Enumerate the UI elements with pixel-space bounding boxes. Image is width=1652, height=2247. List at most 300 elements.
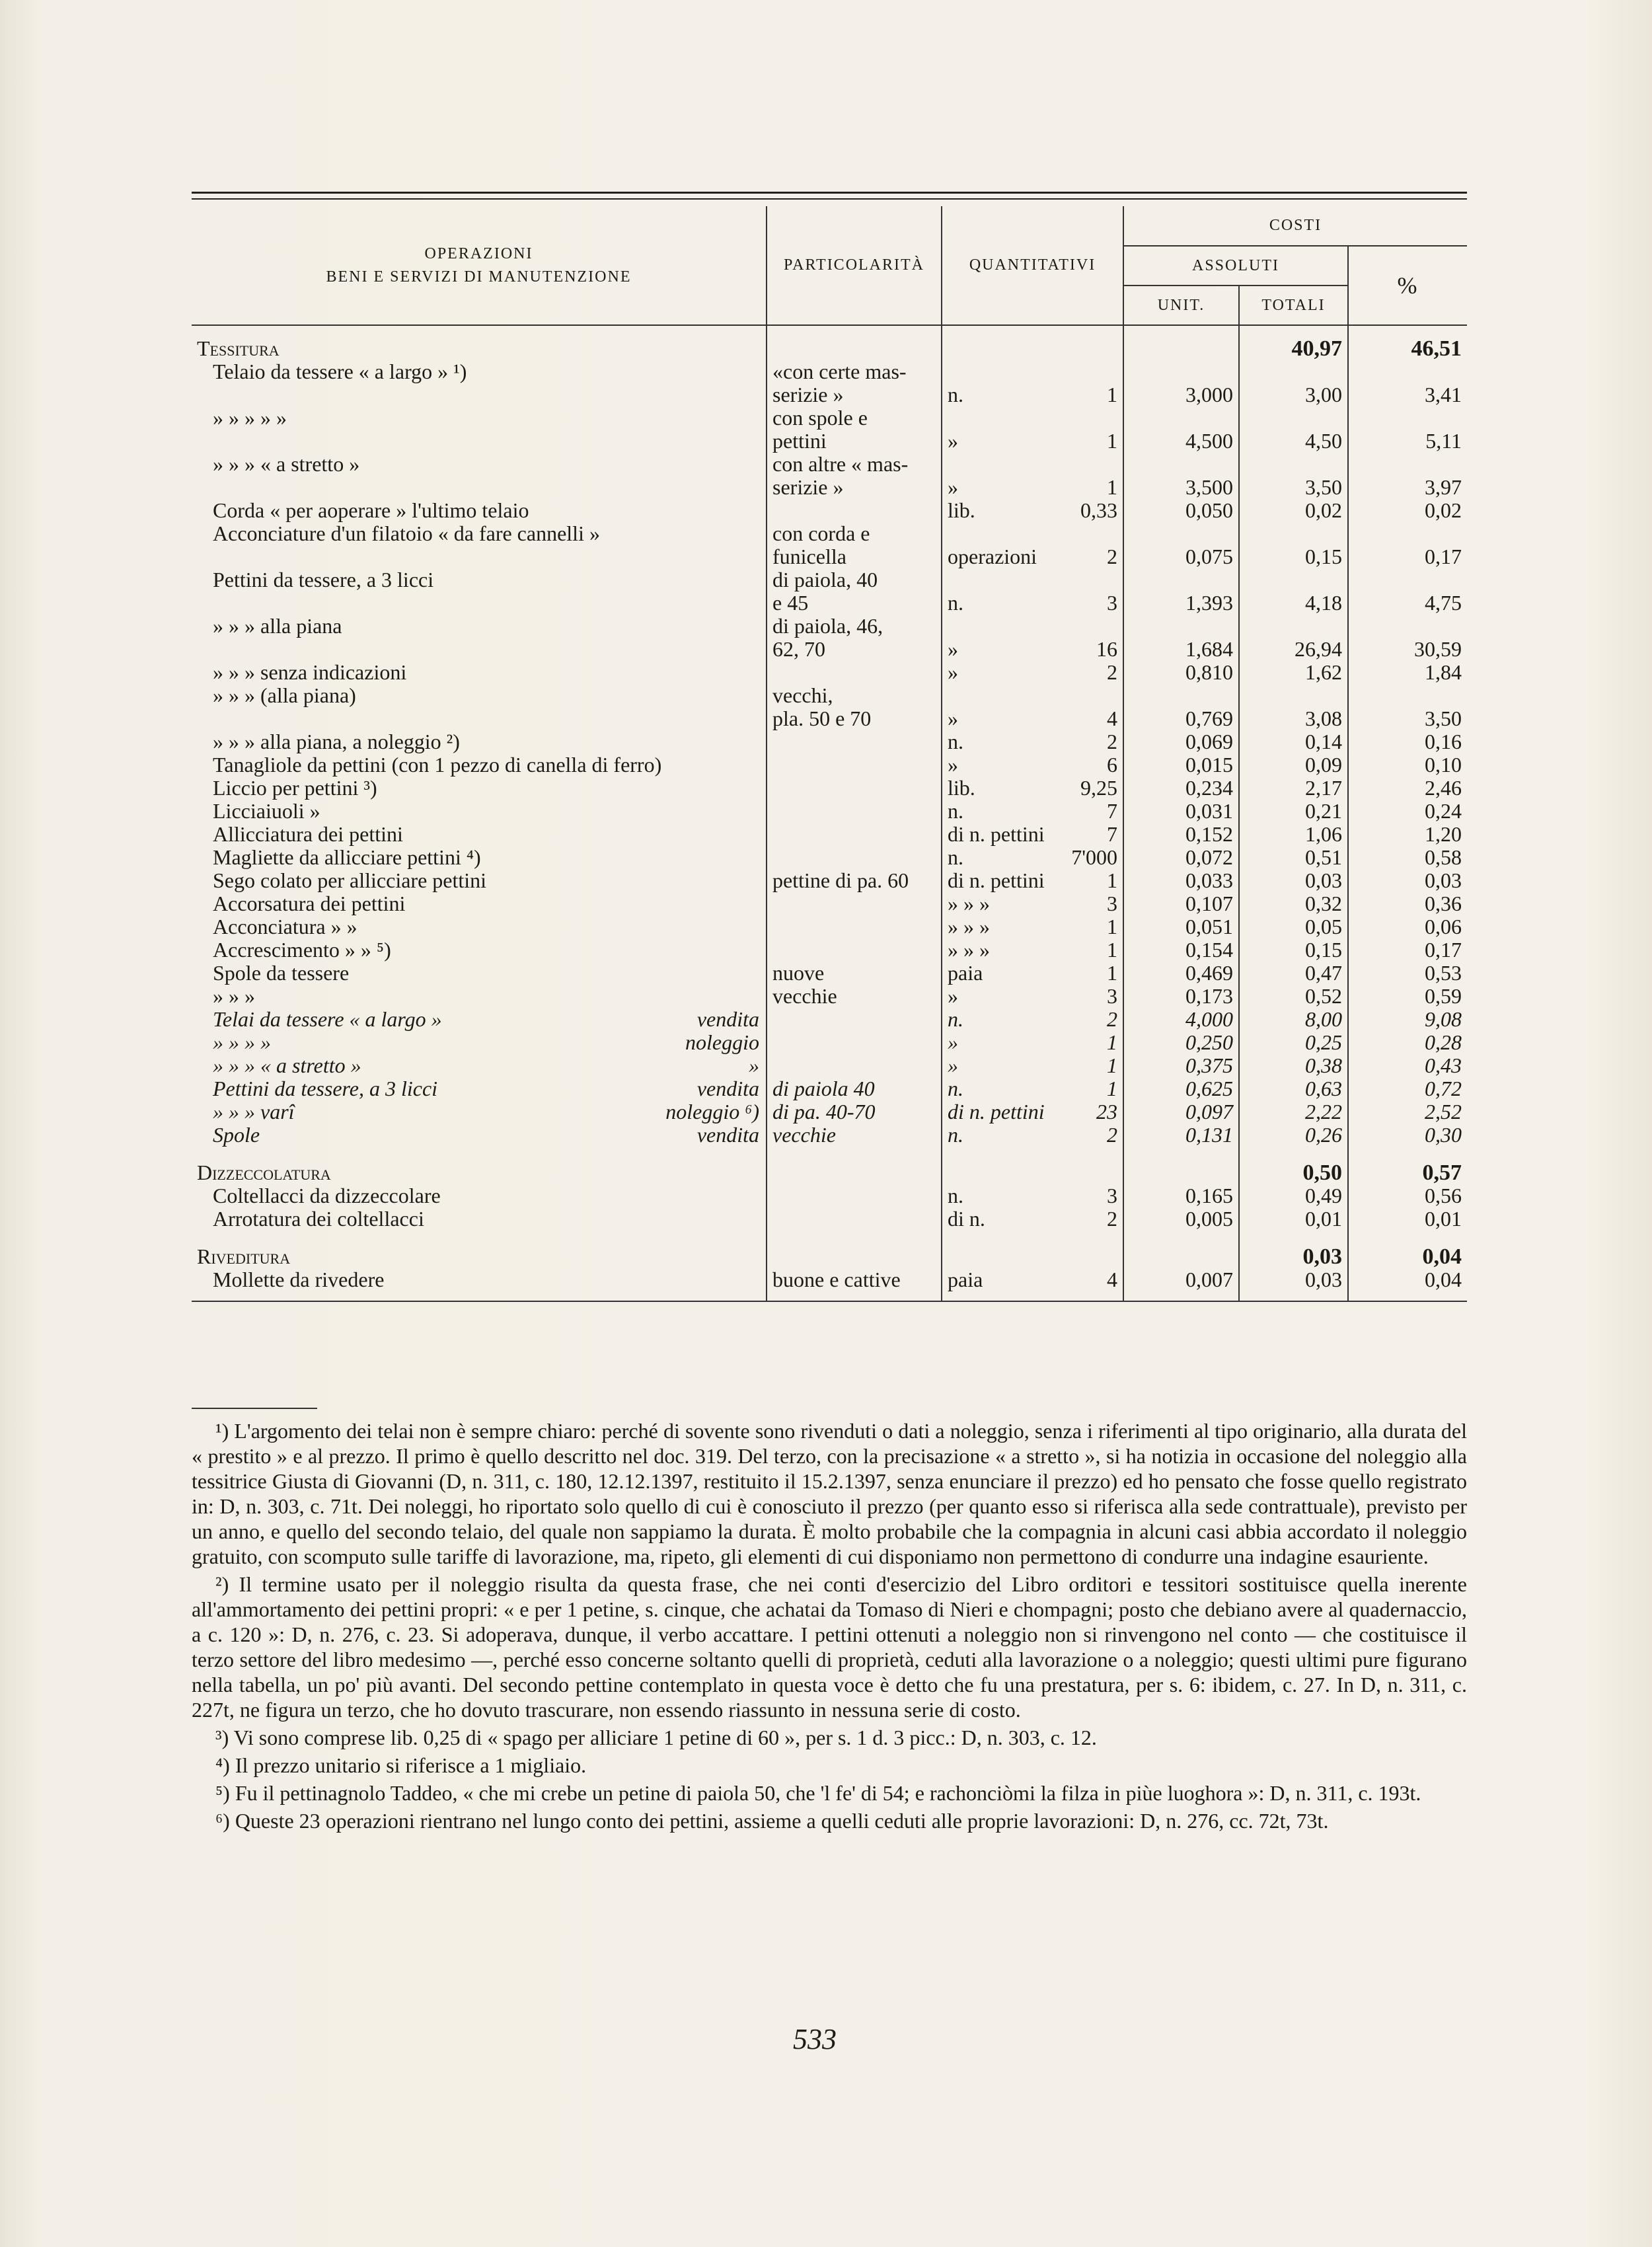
row-quantitativi (942, 707, 1123, 730)
row-total-cost: 2,17 (1239, 777, 1348, 800)
row-total-cost (1239, 453, 1348, 476)
row-unit-label: » (948, 985, 958, 1008)
row-unit-cost: 0,051 (1123, 915, 1239, 938)
row-quantitativi (942, 892, 1123, 915)
row-unit-label: n. (948, 846, 963, 869)
row-unit-label: operazioni (948, 545, 1037, 568)
row-particolarita (767, 1031, 942, 1054)
row-unit-label: » (948, 430, 958, 453)
row-unit-label: paia (948, 962, 983, 985)
row-description: Magliette da allicciare pettini ⁴) (213, 846, 481, 869)
row-description: » » » » » (213, 406, 287, 430)
row-unit-label: di n. pettini (948, 1100, 1045, 1124)
row-particolarita (767, 661, 942, 684)
row-particolarita: pla. 50 e 70 (767, 707, 942, 730)
row-unit-label: di n. (948, 1207, 985, 1231)
table-row (192, 1147, 1467, 1161)
row-quantity: 3 (1107, 591, 1117, 615)
row-quantitativi (942, 591, 1123, 615)
row-percent (1348, 684, 1467, 707)
row-quantity: 1 (1107, 1031, 1117, 1054)
row-description (192, 638, 767, 661)
row-unit-cost: 0,005 (1123, 1207, 1239, 1231)
section-row (192, 1245, 1467, 1268)
row-quantitativi (942, 985, 1123, 1008)
row-total-cost: 0,26 (1239, 1124, 1348, 1147)
row-unit-label: » (948, 753, 958, 777)
row-percent (1348, 1231, 1467, 1245)
row-unit-label: » (948, 638, 958, 661)
row-unit-cost: 0,469 (1123, 962, 1239, 985)
row-unit-cost (1123, 360, 1239, 383)
cost-table (192, 206, 1467, 1302)
row-total-cost: 0,52 (1239, 985, 1348, 1008)
header-totali: TOTALI (1239, 286, 1348, 325)
row-percent: 9,08 (1348, 1008, 1467, 1031)
row-description: Arrotatura dei coltellacci (213, 1207, 424, 1231)
row-quantity: 1 (1107, 1054, 1117, 1077)
header-assoluti: ASSOLUTI (1123, 246, 1348, 286)
row-particolarita: «con certe mas- (767, 360, 942, 383)
row-unit-cost (1123, 453, 1239, 476)
row-unit-label: » (948, 661, 958, 684)
footnote-1: ¹) L'argomento dei telai non è sempre chiaro: perché di sovente sono rivenduti o dati a noleggio, senza i riferimenti al tipo originario, alla durata del « prestito » e al prezzo. Il primo è quello descritto nel doc. 319. Del terzo, con la precisazione « a stretto », si ha notizia in occasione del noleggio alla tessitrice Giusta di Giovanni (D, n. 311, c. 180, 12.12.1397, restituito il 15.2.1397, senza enunciare il prezzo) ed ho pensato che fosse quello registrato in: D, n. 303, c. 71t. Dei noleggi, ho riportato solo quello di cui è conosciuto il prezzo (per quanto esso si riferisca alla sede contrattuale), previsto per un anno, e quello del secondo telaio, del quale non sappiamo la durata. È molto probabile che la compagnia in alcuni casi abbia accordato il noleggio gratuito, con scomputo sulle tariffe di lavorazione, ma, ripeto, gli elementi di cui disponiamo non permettono di condurre una indagine esauriente. (192, 1419, 1467, 1568)
row-description (192, 1077, 767, 1100)
table-row (192, 1100, 1467, 1124)
table-row (192, 430, 1467, 453)
row-description: Licciaiuoli » (213, 800, 320, 823)
table-row (192, 522, 1467, 545)
row-percent: 0,16 (1348, 730, 1467, 753)
row-total-cost: 0,32 (1239, 892, 1348, 915)
row-particolarita (767, 1161, 942, 1184)
row-percent (1348, 453, 1467, 476)
row-description (192, 707, 767, 730)
row-mode-tag: vendita (696, 1008, 759, 1031)
row-percent: 0,24 (1348, 800, 1467, 823)
row-quantitativi (942, 1268, 1123, 1291)
row-description-text: » » » » (213, 1031, 271, 1054)
table-end (192, 1291, 1467, 1301)
row-quantitativi (942, 800, 1123, 823)
row-description-text: » » » « a stretto » (213, 1054, 361, 1077)
row-unit-cost: 0,810 (1123, 661, 1239, 684)
row-description (192, 1054, 767, 1077)
row-description: Accrescimento » » ⁵) (213, 938, 391, 962)
row-quantity: 4 (1107, 1268, 1117, 1291)
row-quantitativi (942, 545, 1123, 568)
footnote-2: ²) Il termine usato per il noleggio risulta da questa frase, che nei conti d'esercizio del Libro orditori e tessitori sostituisce quella inerente all'ammortamento dei pettini propri: « e per 1 petine, s. cinque, che achatai da Tomaso di Nieri e chompagni; posto che debiano avere al quadernaccio, a c. 120 »: D, n. 276, c. 23. Si adoperava, dunque, il verbo accattare. I pettini ottenuti a noleggio non si rinvengono nel conto — che costituisce il terzo settore del libro medesimo —, perché esso concerne soltanto quelli di proprietà, ceduti alla lavorazione o a noleggio; questi ultimi pure figurano nella tabella, un po' più avanti. Del secondo pettine contemplato in questa voce è detto che fu una prestatura, per s. 6: ibidem, c. 27. In D, n. 311, c. 227t, ne figura un terzo, che ho dovuto trascurare, non essendo riassunto in nessuna serie di costo. (192, 1572, 1467, 1722)
row-unit-label: paia (948, 1268, 983, 1291)
row-total-cost: 8,00 (1239, 1008, 1348, 1031)
row-total-cost: 0,49 (1239, 1184, 1348, 1207)
row-quantitativi (942, 476, 1123, 499)
table-row (192, 938, 1467, 962)
row-description-text: Spole (213, 1124, 260, 1147)
row-unit-label: di n. pettini (948, 869, 1045, 892)
row-quantity: 1 (1107, 869, 1117, 892)
header-unit: UNIT. (1123, 286, 1239, 325)
header-particolarita: PARTICOLARITÀ (767, 206, 942, 325)
row-description: Spole da tessere (213, 962, 350, 985)
row-quantity: 16 (1096, 638, 1117, 661)
row-particolarita: di paiola 40 (767, 1077, 942, 1100)
row-percent (1348, 568, 1467, 591)
row-description: Coltellacci da dizzeccolare (213, 1184, 441, 1207)
table-row (192, 638, 1467, 661)
row-quantitativi (942, 684, 1123, 707)
row-percent: 0,10 (1348, 753, 1467, 777)
row-particolarita (767, 846, 942, 869)
row-particolarita (767, 499, 942, 522)
row-unit-cost (1123, 1231, 1239, 1245)
row-unit-label: n. (948, 800, 963, 823)
row-particolarita: con altre « mas- (767, 453, 942, 476)
row-particolarita (767, 1245, 942, 1268)
table-top-rule (192, 192, 1467, 194)
footnote-rule (192, 1408, 317, 1409)
table-body (192, 337, 1467, 1301)
table-row (192, 1184, 1467, 1207)
row-particolarita: serizie » (767, 383, 942, 406)
row-total-cost: 0,47 (1239, 962, 1348, 985)
row-particolarita (767, 1184, 942, 1207)
row-total-cost: 26,94 (1239, 638, 1348, 661)
table-row (192, 1031, 1467, 1054)
row-total-cost: 0,03 (1239, 1268, 1348, 1291)
table-row (192, 661, 1467, 684)
row-quantitativi (942, 753, 1123, 777)
header-operazioni: OPERAZIONI BENI E SERVIZI DI MANUTENZIONE (192, 206, 767, 325)
table-row (192, 823, 1467, 846)
row-percent: 30,59 (1348, 638, 1467, 661)
row-percent: 0,30 (1348, 1124, 1467, 1147)
table-row (192, 684, 1467, 707)
row-percent: 3,50 (1348, 707, 1467, 730)
row-quantity: 3 (1107, 892, 1117, 915)
row-quantitativi (942, 1207, 1123, 1231)
row-total-cost: 0,38 (1239, 1054, 1348, 1077)
table-row (192, 1207, 1467, 1231)
row-unit-cost: 0,033 (1123, 869, 1239, 892)
row-quantity: 2 (1107, 1008, 1117, 1031)
table-row (192, 360, 1467, 383)
row-unit-cost: 0,165 (1123, 1184, 1239, 1207)
row-particolarita (767, 823, 942, 846)
table-row (192, 545, 1467, 568)
footnotes (192, 1408, 1467, 1836)
row-total-cost (1239, 360, 1348, 383)
row-description: » » » (alla piana) (213, 684, 356, 707)
row-percent: 0,17 (1348, 545, 1467, 568)
row-description-text: » » » varî (213, 1100, 295, 1124)
table-row (192, 707, 1467, 730)
row-unit-cost: 0,234 (1123, 777, 1239, 800)
row-quantitativi (942, 1100, 1123, 1124)
row-particolarita (767, 938, 942, 962)
row-description (192, 1124, 767, 1147)
row-percent (1348, 522, 1467, 545)
row-total-cost: 3,50 (1239, 476, 1348, 499)
row-total-cost: 0,15 (1239, 545, 1348, 568)
row-percent: 1,20 (1348, 823, 1467, 846)
row-unit-cost: 0,015 (1123, 753, 1239, 777)
row-description (192, 1008, 767, 1031)
row-quantitativi (942, 1147, 1123, 1161)
row-quantitativi (942, 1031, 1123, 1054)
table-row (192, 499, 1467, 522)
row-unit-cost: 0,173 (1123, 985, 1239, 1008)
row-unit-cost: 4,000 (1123, 1008, 1239, 1031)
row-total-cost (1239, 568, 1348, 591)
row-total-cost: 3,00 (1239, 383, 1348, 406)
row-percent: 0,01 (1348, 1207, 1467, 1231)
row-quantitativi (942, 1054, 1123, 1077)
row-unit-label: n. (948, 1184, 963, 1207)
row-unit-label: n. (948, 383, 963, 406)
row-description: Mollette da rivedere (213, 1268, 385, 1291)
row-percent: 0,72 (1348, 1077, 1467, 1100)
row-particolarita (767, 777, 942, 800)
row-unit-cost: 0,072 (1123, 846, 1239, 869)
row-quantitativi (942, 453, 1123, 476)
row-unit-label: n. (948, 730, 963, 753)
row-particolarita: di pa. 40-70 (767, 1100, 942, 1124)
row-unit-cost: 0,075 (1123, 545, 1239, 568)
row-unit-label: lib. (948, 777, 975, 800)
row-quantity: 6 (1107, 753, 1117, 777)
table-row (192, 753, 1467, 777)
row-quantity: 2 (1107, 730, 1117, 753)
row-particolarita: buone e cattive (767, 1268, 942, 1291)
row-percent: 0,56 (1348, 1184, 1467, 1207)
row-unit-cost: 0,107 (1123, 892, 1239, 915)
row-unit-cost (1123, 1147, 1239, 1161)
row-particolarita (767, 1147, 942, 1161)
table-top-rule-2 (192, 198, 1467, 200)
row-quantitativi (942, 568, 1123, 591)
row-quantitativi (942, 1231, 1123, 1245)
row-mode-tag: noleggio (685, 1031, 759, 1054)
row-quantity: 7 (1107, 800, 1117, 823)
row-percent: 0,58 (1348, 846, 1467, 869)
row-percent: 3,97 (1348, 476, 1467, 499)
row-percent: 2,46 (1348, 777, 1467, 800)
row-total-cost: 0,03 (1239, 869, 1348, 892)
row-description: Riveditura (197, 1245, 291, 1268)
row-total-cost: 2,22 (1239, 1100, 1348, 1124)
row-quantitativi (942, 962, 1123, 985)
row-quantity: 1 (1107, 383, 1117, 406)
row-unit-cost: 0,625 (1123, 1077, 1239, 1100)
footnote-5: ⁵) Fu il pettinagnolo Taddeo, « che mi crebe un petine di paiola 50, che 'l fe' di 54; e rachonciòmi la filza in piùe luoghora »: D, n. 311, c. 193t. (215, 1781, 1421, 1805)
row-unit-cost: 3,500 (1123, 476, 1239, 499)
row-unit-cost (1123, 568, 1239, 591)
table-row (192, 453, 1467, 476)
row-particolarita: con spole e (767, 406, 942, 430)
row-quantitativi (942, 1077, 1123, 1100)
table-row (192, 591, 1467, 615)
row-total-cost: 0,15 (1239, 938, 1348, 962)
row-description: Corda « per aoperare » l'ultimo telaio (213, 499, 529, 522)
footnote-6: ⁶) Queste 23 operazioni rientrano nel lungo conto dei pettini, assieme a quelli ceduti alle proprie lavorazioni: D, n. 276, cc. 72t, 73t. (215, 1809, 1329, 1833)
row-unit-cost: 0,069 (1123, 730, 1239, 753)
row-quantity: 1 (1107, 430, 1117, 453)
row-particolarita: con corda e (767, 522, 942, 545)
row-total-cost (1239, 406, 1348, 430)
row-total-cost: 0,14 (1239, 730, 1348, 753)
row-quantitativi (942, 360, 1123, 383)
row-unit-cost: 1,393 (1123, 591, 1239, 615)
row-quantity: 3 (1107, 1184, 1117, 1207)
row-particolarita (767, 1054, 942, 1077)
row-unit-cost: 0,097 (1123, 1100, 1239, 1124)
table-row (192, 777, 1467, 800)
table-row (192, 962, 1467, 985)
section-row (192, 337, 1467, 360)
row-unit-label: » » » (948, 915, 990, 938)
row-mode-tag: » (749, 1054, 759, 1077)
row-percent: 0,06 (1348, 915, 1467, 938)
row-description: Liccio per pettini ³) (213, 777, 377, 800)
row-unit-cost: 0,131 (1123, 1124, 1239, 1147)
row-description: Dizzeccolatura (197, 1161, 331, 1184)
row-description: Acconciatura » » (213, 915, 357, 938)
table-row (192, 568, 1467, 591)
row-quantitativi (942, 823, 1123, 846)
row-quantitativi (942, 406, 1123, 430)
row-quantitativi (942, 337, 1123, 360)
row-total-cost (1239, 615, 1348, 638)
table-row (192, 846, 1467, 869)
row-unit-cost: 0,250 (1123, 1031, 1239, 1054)
row-unit-cost: 0,152 (1123, 823, 1239, 846)
row-quantitativi (942, 730, 1123, 753)
row-description (192, 1147, 767, 1161)
row-percent: 0,59 (1348, 985, 1467, 1008)
row-unit-label: » » » (948, 892, 990, 915)
row-particolarita: e 45 (767, 591, 942, 615)
row-quantitativi (942, 638, 1123, 661)
row-percent (1348, 615, 1467, 638)
row-total-cost (1239, 1147, 1348, 1161)
row-unit-label: lib. (948, 499, 975, 522)
table-row (192, 1077, 1467, 1100)
row-particolarita: vecchie (767, 985, 942, 1008)
row-description (192, 591, 767, 615)
row-quantity: 4 (1107, 707, 1117, 730)
row-description-text: Telai da tessere « a largo » (213, 1008, 442, 1031)
row-percent: 0,28 (1348, 1031, 1467, 1054)
row-quantity: 7'000 (1071, 846, 1117, 869)
table-row (192, 1054, 1467, 1077)
row-unit-label: di n. pettini (948, 823, 1045, 846)
row-quantitativi (942, 1245, 1123, 1268)
row-total-cost: 0,50 (1239, 1161, 1348, 1184)
row-particolarita: di paiola, 40 (767, 568, 942, 591)
row-unit-cost: 0,154 (1123, 938, 1239, 962)
row-total-cost (1239, 684, 1348, 707)
row-description: Pettini da tessere, a 3 licci (213, 568, 434, 591)
row-total-cost (1239, 522, 1348, 545)
row-unit-cost (1123, 1245, 1239, 1268)
row-particolarita (767, 730, 942, 753)
row-total-cost: 0,02 (1239, 499, 1348, 522)
row-particolarita (767, 800, 942, 823)
row-quantity: 1 (1107, 915, 1117, 938)
row-description (192, 1031, 767, 1054)
row-description: Sego colato per allicciare pettini (213, 869, 487, 892)
row-unit-cost (1123, 684, 1239, 707)
row-particolarita: funicella (767, 545, 942, 568)
row-quantitativi (942, 846, 1123, 869)
row-description (192, 1231, 767, 1245)
row-quantity: 23 (1096, 1100, 1117, 1124)
table-row (192, 869, 1467, 892)
row-total-cost: 0,51 (1239, 846, 1348, 869)
table-row (192, 1268, 1467, 1291)
row-percent: 2,52 (1348, 1100, 1467, 1124)
row-quantitativi (942, 383, 1123, 406)
row-percent: 0,17 (1348, 938, 1467, 962)
row-percent: 5,11 (1348, 430, 1467, 453)
header-costi: COSTI (1123, 206, 1467, 246)
row-quantitativi (942, 522, 1123, 545)
row-unit-cost: 0,031 (1123, 800, 1239, 823)
row-description: » » » alla piana (213, 615, 342, 638)
row-unit-label: n. (948, 1008, 963, 1031)
header-quantitativi: QUANTITATIVI (942, 206, 1123, 325)
footnote-3: ³) Vi sono comprese lib. 0,25 di « spago per alliciare 1 petine di 60 », per s. 1 d. 3 picc.: D, n. 303, c. 12. (215, 1726, 1097, 1749)
row-unit-cost (1123, 406, 1239, 430)
row-unit-cost: 0,050 (1123, 499, 1239, 522)
row-unit-label: » » » (948, 938, 990, 962)
row-percent: 0,02 (1348, 499, 1467, 522)
row-unit-label: » (948, 1031, 958, 1054)
row-unit-cost: 0,769 (1123, 707, 1239, 730)
row-mode-tag: vendita (696, 1077, 759, 1100)
row-percent (1348, 406, 1467, 430)
row-quantitativi (942, 661, 1123, 684)
row-description: » » » « a stretto » (213, 453, 360, 476)
row-total-cost: 0,03 (1239, 1245, 1348, 1268)
row-unit-cost: 3,000 (1123, 383, 1239, 406)
table-row (192, 730, 1467, 753)
row-description-text: Pettini da tessere, a 3 licci (213, 1077, 438, 1100)
row-quantitativi (942, 915, 1123, 938)
row-unit-cost (1123, 337, 1239, 360)
row-description: Tanagliole da pettini (con 1 pezzo di canella di ferro) (213, 753, 662, 777)
row-percent (1348, 1147, 1467, 1161)
row-unit-label: n. (948, 1077, 963, 1100)
row-particolarita: 62, 70 (767, 638, 942, 661)
row-percent: 0,53 (1348, 962, 1467, 985)
row-particolarita (767, 915, 942, 938)
row-total-cost: 1,62 (1239, 661, 1348, 684)
row-description (192, 545, 767, 568)
row-quantity: 2 (1107, 661, 1117, 684)
row-particolarita (767, 1231, 942, 1245)
row-particolarita (767, 337, 942, 360)
row-quantitativi (942, 1161, 1123, 1184)
row-percent: 0,43 (1348, 1054, 1467, 1077)
row-total-cost: 0,63 (1239, 1077, 1348, 1100)
row-unit-cost: 4,500 (1123, 430, 1239, 453)
table-row (192, 985, 1467, 1008)
row-quantitativi (942, 777, 1123, 800)
row-quantitativi (942, 1008, 1123, 1031)
row-description: » » » senza indicazioni (213, 661, 407, 684)
